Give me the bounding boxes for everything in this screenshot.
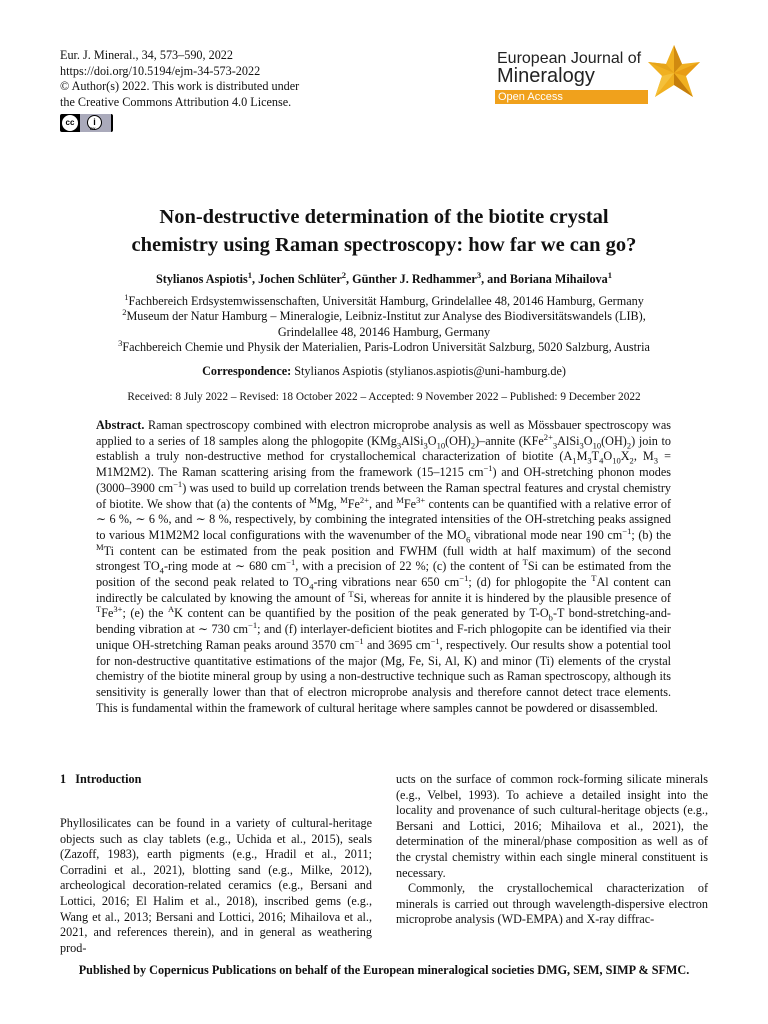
title-line2: chemistry using Raman spectroscopy: how far we can go? [131, 234, 637, 256]
history-dates: Received: 8 July 2022 – Revised: 18 October 2022 – Accepted: 9 November 2022 – Published: 9 December 2022 [127, 391, 641, 403]
affiliations [60, 291, 708, 356]
cc-by-badge-icon[interactable]: cc i BY [60, 114, 113, 132]
section-title: Introduction [75, 772, 142, 786]
license: the Creative Commons Attribution 4.0 License. [60, 94, 292, 109]
author-name: Günther J. Redhammer [352, 272, 477, 286]
intro-paragraph: ucts on the surface of common rock-forming silicate minerals (e.g., Velbel, 1993). To achieve a detailed insight into the locality and provenance of such cultural-heritage objects (e.g., Bersani and Lottici, 2016; Mihailova et al., 2021), the determination of the mineral/phase composition as well as of the crystal chemistry within each single mineral constituent is necessary. [396, 772, 708, 880]
citation-block [60, 48, 299, 110]
journal-logo-icon [646, 42, 702, 106]
intro-right-column [396, 772, 708, 928]
author-affil-sup: 2 [341, 269, 347, 280]
journal-name-line2: Mineralogy [497, 65, 595, 87]
author-affil-sup: 1 [247, 269, 253, 280]
author-name: Stylianos Aspiotis [155, 272, 248, 286]
abstract-label: Abstract. [96, 418, 145, 432]
section-heading [60, 772, 141, 787]
affiliation-3: $^3$Fachbereich Chemie und Physik der Materialien, Paris-Lodron Universität Salzburg, 5020 Salzburg, Austria [118, 338, 650, 355]
paper-title [60, 203, 708, 259]
author-affil-sup: 3 [476, 269, 482, 280]
title-line1: Non-destructive determination of the biotite crystal [159, 206, 609, 228]
intro-left-column [60, 816, 372, 956]
copyright: © Author(s) 2022. This work is distributed under [60, 79, 300, 94]
citation: Eur. J. Mineral., 34, 573–590, 2022 [60, 48, 233, 62]
correspondence [60, 364, 708, 379]
affiliation-1: $^1$Fachbereich Erdsystemwissenschaften, Universität Hamburg, Grindelallee 48, 20146 Hamburg, Germany [124, 291, 644, 308]
correspondence-label: Correspondence: [202, 364, 292, 378]
author-list: Stylianos Aspiotis$^1$, Jochen Schlüter$^2$, Günther J. Redhammer$^3$, and Boriana Mihailova$^1$ [155, 269, 612, 286]
journal-name [497, 50, 641, 86]
affiliation-2-cont: Grindelallee 48, 20146 Hamburg, Germany [277, 324, 491, 339]
section-number: 1 [60, 772, 67, 786]
abstract: Abstract. Raman spectroscopy combined with electron microprobe analysis as well as Mössbauer spectroscopy was applied to a series of 18 samples along the phlogopite $(KMg_3AlSi_3O_{10}(OH)_2)$–annite $(KFe^{2+}_3AlSi_3O_{10}(OH)_2)$ join to establish a truly non-destructive method for crystallochemical characterization of biotite ($A_1M_3T_4O_{10}X_2$, $M_3 = M1M2M2$). The Raman scattering arising from the framework (15–1215 $cm^{-1}$) and OH-stretching phonon modes (3000–3900 $cm^{-1}$) was used to build up correlation trends between the Raman spectral features and crystal chemistry of biotite. We show that (a) the contents of $^M$Mg, $^MFe^{2+}$, and $^MFe^{3+}$ contents can be quantified with a relative error of ∼ 6 %, ∼ 6 %, and ∼ 8 %, respectively, by combining the integrated intensities of the OH-stretching peaks assigned to various M1M2M2 local configurations with the wavenumber of the $MO_6$ vibrational mode near 190 $cm^{-1}$; (b) the $^M$Ti content can be estimated from the peak position and FWHM (full width at half maximum) of the second strongest $TO_4$-ring mode at ∼ 680 $cm^{-1}$, with a precision of 22 %; (c) the content of $^T$Si can be estimated from the position of the second peak related to $TO_4$-ring vibrations near 650 $cm^{-1}$; (d) for phlogopite the $^T$Al content can indirectly be calculated by knowing the amount of $^T$Si, whereas for annite it is hindered by the plausible presence of $^TFe^{3+}$; (e) the $^A$K content can be quantified by the position of the peak generated by $T-O_b-T$ bond-stretching-and-bending vibration at ∼ 730 $cm^{-1}$; and (f) interlayer-deficient biotites and F-rich phlogopite can be identified via their unique OH-stretching Raman peaks around 3570 $cm^{-1}$ and 3695 $cm^{-1}$, respectively. Our results show a potential tool for non-destructive quantitative estimations of the major (Mg, Fe, Si, Al, K) and minor (Ti) elements of the crystal chemistry of the biotite mineral group by using a non-destructive technique such as Raman spectroscopy, although its sensitivity is generally lower than that of electron microprobe analysis and therefore cannot detect trace elements. This is fundamental within the framework of cultural heritage where samples cannot be powdered or disassembled. [96, 418, 672, 715]
journal-name-line1: European Journal of [497, 50, 642, 67]
author-name: Jochen Schlüter [258, 272, 342, 286]
intro-paragraph: Phyllosilicates can be found in a variety of cultural-heritage objects such as clay tablets (e.g., Uchida et al., 2015), seals (Zazoff, 1983), earth pigments (e.g., Hradil et al., 2011; Corradini et al., 2021), blotting sand (e.g., Milke, 2012), archeological decoration-related ceramics (e.g., Bersani and Lottici, 2016; El Halim et al., 2018), inscribed gems (e.g., Wang et al., 2013; Bersani and Lottici, 2016; Mihailova et al., 2021, and references therein), and in general as weathering prod- [60, 816, 372, 955]
doi-link[interactable]: https://doi.org/10.5194/ejm-34-573-2022 [60, 63, 261, 78]
author-name: Boriana Mihailova [509, 272, 608, 286]
open-access-banner: Open Access [495, 90, 648, 104]
correspondence-text[interactable]: Stylianos Aspiotis (stylianos.aspiotis@uni-hamburg.de) [294, 364, 566, 378]
affiliation-2: $^2$Museum der Natur Hamburg – Mineralogie, Leibniz-Institut zur Analyse des Biodiversitätswandels (LIB), [122, 307, 646, 324]
publisher-footer: Published by Copernicus Publications on behalf of the European mineralogical societies DMG, SEM, SIMP & SFMC. [78, 963, 690, 977]
author-affil-sup: 1 [607, 269, 612, 280]
intro-paragraph: Commonly, the crystallochemical characterization of minerals is carried out through wavelength-dispersive electron microprobe analysis (WD-EMPA) and X-ray diffrac- [396, 881, 708, 927]
